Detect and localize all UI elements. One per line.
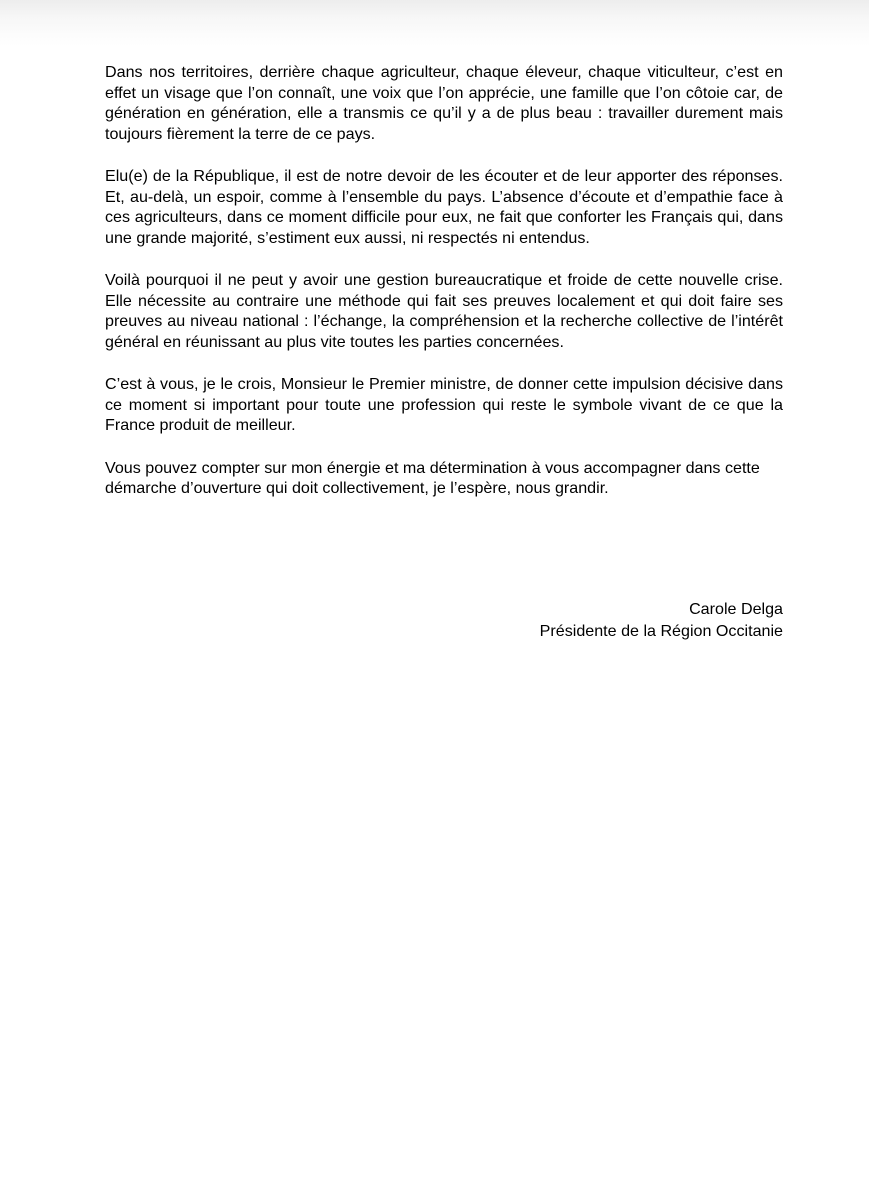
signature-name: Carole Delga <box>689 600 783 618</box>
scan-top-shadow <box>0 0 869 46</box>
paragraph-territoires: Dans nos territoires, derrière chaque agriculteur, chaque éleveur, chaque viticulteur, c’est en effet un visage que l’on connaît, une voix que l’on apprécie, une famille que l’on côtoie car, de génération en génération, elle a transmis ce qu’il y a de plus beau : travailler durement mais toujours fièrement la terre de ce pays. <box>105 63 783 143</box>
signature-block <box>540 599 783 642</box>
letter-body <box>105 62 783 521</box>
paragraph-premier-ministre: C’est à vous, je le crois, Monsieur le Premier ministre, de donner cette impulsion décisive dans ce moment si important pour toute une profession qui reste le symbole vivant de ce que la France produit de meilleur. <box>105 375 783 434</box>
paragraph-energie: Vous pouvez compter sur mon énergie et ma détermination à vous accompagner dans cette démarche d’ouverture qui doit collectivement, je l’espère, nous grandir. <box>105 458 760 497</box>
signature-title: Présidente de la Région Occitanie <box>539 621 783 640</box>
paragraph-gestion-crise: Voilà pourquoi il ne peut y avoir une gestion bureaucratique et froide de cette nouvelle crise. Elle nécessite au contraire une méthode qui fait ses preuves localement et qui doit faire ses preuves au niveau national : l’échange, la compréhension et la recherche collective de l’intérêt général en réunissant au plus vite toutes les parties concernées. <box>105 271 783 351</box>
paragraph-republique: Elu(e) de la République, il est de notre devoir de les écouter et de leur apporter des réponses. Et, au-delà, un espoir, comme à l’ensemble du pays. L’absence d’écoute et d’empathie face à ces agriculteurs, dans ce moment difficile pour eux, ne fait que conforter les Français qui, dans une grande majorité, s’estiment eux aussi, ni respectés ni entendus. <box>105 167 783 247</box>
